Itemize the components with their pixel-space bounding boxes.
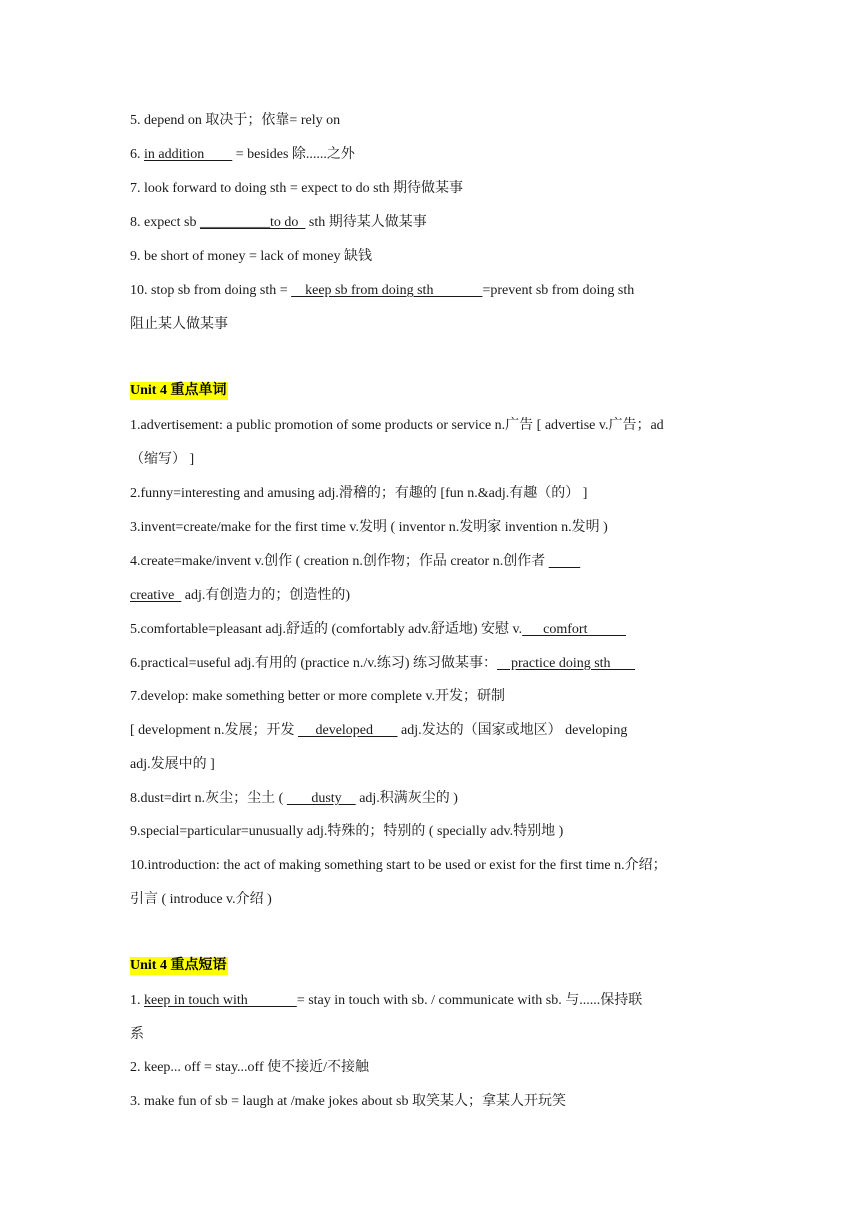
phrase-line-10: [130, 282, 740, 300]
fill-in-answer: keep in touch with: [144, 993, 297, 1008]
fill-in-answer: creative: [130, 588, 182, 603]
line-text: 5.comfortable=pleasant adj.舒适的 (comfortably adv.舒适地) 安慰 v.: [130, 622, 523, 637]
fill-in-answer: practice doing sth: [497, 656, 636, 671]
word-line: [130, 857, 740, 875]
fill-in-answer: developed: [297, 723, 398, 738]
line-text: adj.发达的（国家或地区） developing: [397, 723, 628, 738]
word-line: [130, 655, 740, 673]
line-text: 9.special=particular=unusually adj.特殊的；特别的 ( specially adv.特别地 ): [130, 824, 564, 839]
fill-in-answer: comfort: [522, 622, 626, 637]
line-text: 2. keep... off = stay...off 使不接近/不接触: [130, 1060, 369, 1075]
fill-in-answer: dusty: [286, 791, 356, 806]
line-text: [ development n.发展；开发: [130, 723, 298, 738]
line-text: adj.发展中的 ]: [130, 757, 215, 772]
line-text: （缩写） ]: [130, 452, 195, 467]
line-text: 阻止某人做某事: [130, 317, 228, 332]
line-text: =prevent sb from doing sth: [482, 283, 635, 298]
line-text: 系: [130, 1027, 144, 1042]
fill-in-answer: [549, 554, 581, 569]
line-text: 8.dust=dirt n.灰尘；尘土 (: [130, 791, 287, 806]
line-text: 7. look forward to doing sth = expect to do sth 期待做某事: [130, 181, 463, 196]
line-text: 引言 ( introduce v.介绍 ): [130, 892, 272, 907]
word-line: [130, 451, 740, 469]
phrase-line-8: [130, 214, 740, 232]
word-line: [130, 823, 740, 841]
section-heading-words: Unit 4 重点单词: [130, 383, 227, 398]
phrase-line-6: [130, 146, 740, 164]
line-text: 8. expect sb: [130, 215, 200, 230]
word-line: [130, 790, 740, 808]
word-line: [130, 756, 740, 774]
fill-in-answer: __________to do: [199, 215, 306, 230]
line-text: adj.积满灰尘的 ): [355, 791, 458, 806]
line-text: 5. depend on 取决于；依靠= rely on: [130, 113, 341, 128]
line-text: 7.develop: make something better or more complete v.开发；研制: [130, 689, 506, 704]
phrase-line: [130, 992, 740, 1010]
line-text: 2.funny=interesting and amusing adj.滑稽的；有趣的 [fun n.&adj.有趣（的） ]: [130, 486, 588, 501]
line-text: 6.practical=useful adj.有用的 (practice n./v.练习) 练习做某事：: [130, 656, 498, 671]
word-line: [130, 688, 740, 706]
line-text: 10.introduction: the act of making something start to be used or exist for the first time n.介绍；: [130, 858, 667, 873]
phrase-line-7: [130, 180, 740, 198]
line-text: 1.: [130, 993, 144, 1008]
phrase-line-10-cont: [130, 316, 740, 334]
line-text: 9. be short of money = lack of money 缺钱: [130, 249, 372, 264]
word-line: [130, 587, 740, 605]
phrase-line: [130, 1093, 740, 1111]
word-line: [130, 722, 740, 740]
phrase-line: [130, 1059, 740, 1077]
line-text: = besides 除......之外: [232, 147, 355, 162]
phrase-line: [130, 1026, 740, 1044]
word-line: [130, 553, 740, 571]
line-text: 3. make fun of sb = laugh at /make jokes about sb 取笑某人；拿某人开玩笑: [130, 1094, 567, 1109]
section-heading-phrases: Unit 4 重点短语: [130, 958, 227, 973]
fill-in-answer: keep sb from doing sth: [291, 283, 483, 298]
word-line: [130, 417, 740, 435]
line-text: 1.advertisement: a public promotion of some products or service n.广告 [ advertise v.广告；ad: [130, 418, 664, 433]
word-line: [130, 485, 740, 503]
word-line: [130, 519, 740, 537]
line-text: = stay in touch with sb. / communicate with sb. 与......保持联: [296, 993, 643, 1008]
word-line: [130, 891, 740, 909]
line-text: 6.: [130, 147, 144, 162]
fill-in-answer: in addition: [144, 147, 233, 162]
line-text: 3.invent=create/make for the first time v.发明 ( inventor n.发明家 invention n.发明 ): [130, 520, 608, 535]
line-text: 4.create=make/invent v.创作 ( creation n.创作物；作品 creator n.创作者: [130, 554, 549, 569]
phrase-line-9: [130, 248, 740, 266]
word-line: [130, 621, 740, 639]
line-text: 10. stop sb from doing sth =: [130, 283, 292, 298]
phrase-line-5: [130, 112, 740, 130]
line-text: sth 期待某人做某事: [305, 215, 427, 230]
line-text: adj.有创造力的；创造性的): [181, 588, 351, 603]
